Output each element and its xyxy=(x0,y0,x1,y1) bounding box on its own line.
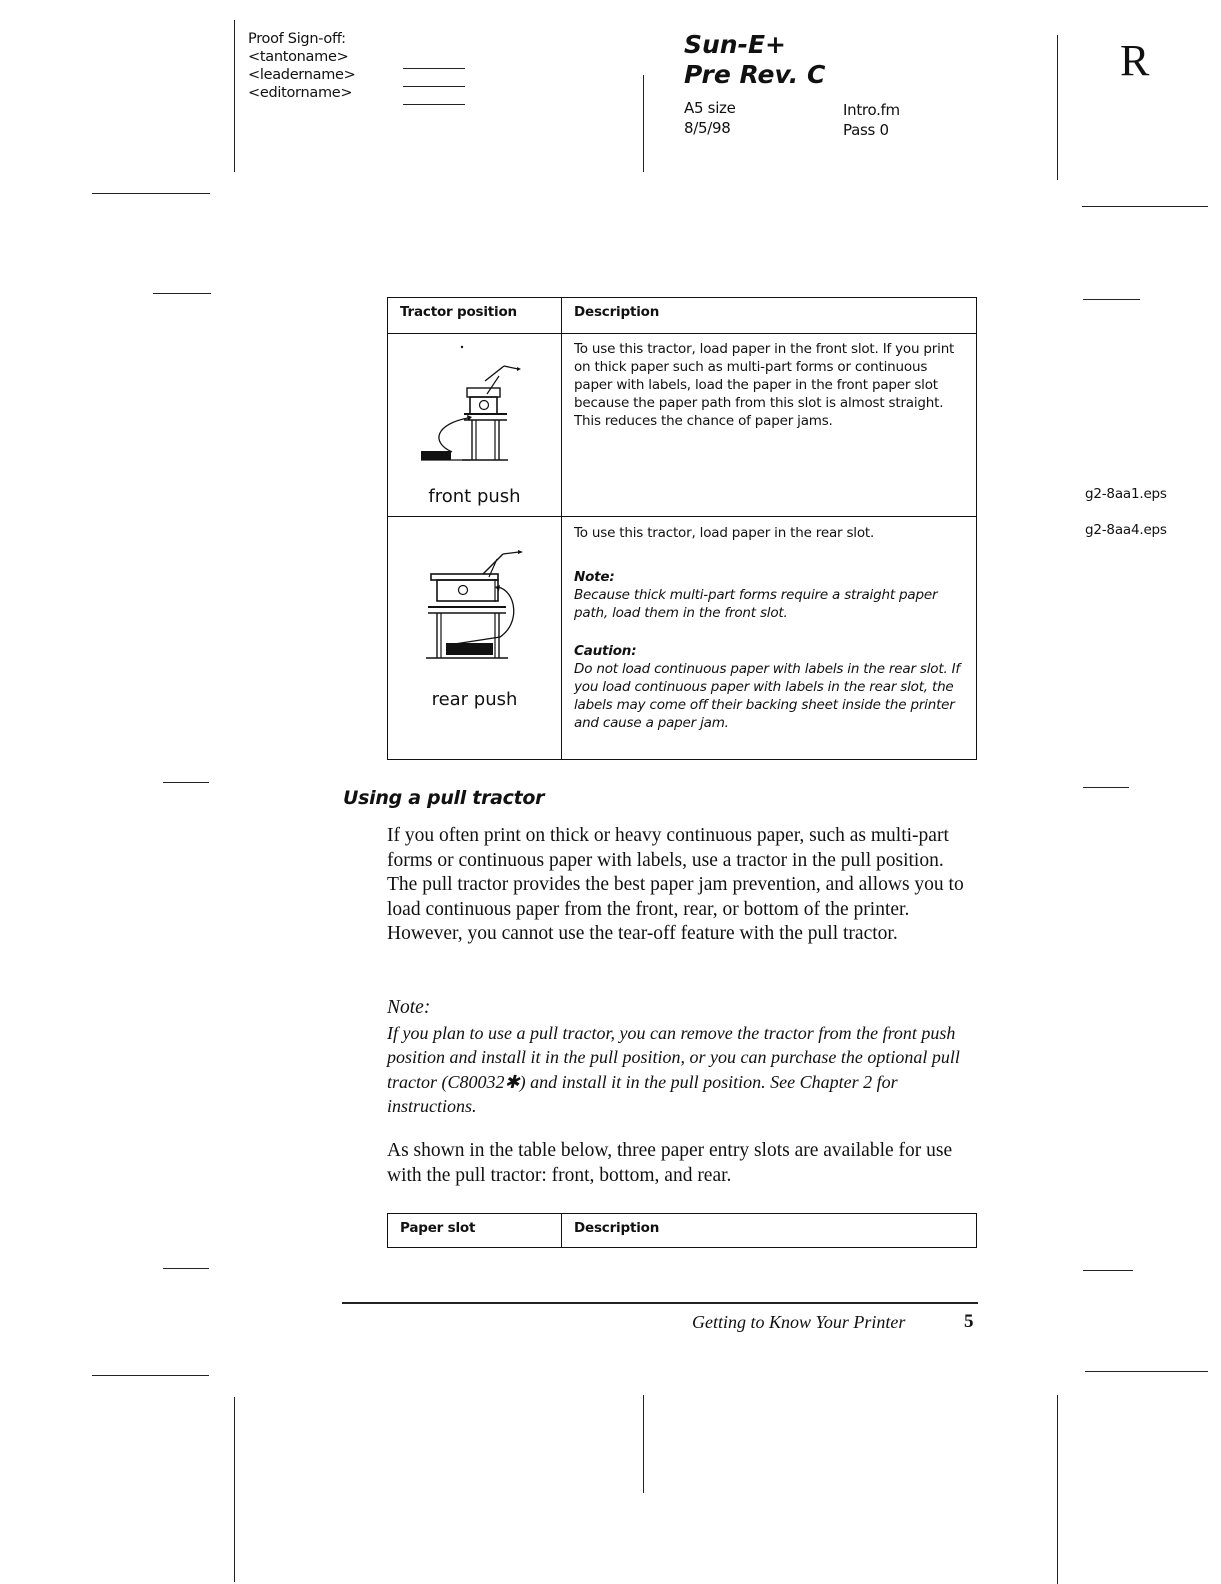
body-paragraph xyxy=(387,824,977,947)
crop-line xyxy=(1082,206,1208,207)
crop-line xyxy=(1057,35,1058,180)
crop-line xyxy=(92,193,210,194)
footer-title: Getting to Know Your Printer xyxy=(692,1312,906,1332)
note-text: If you plan to use a pull tractor, you can remove the tractor from the front push position and install it in the pull position, or you can purchase the optional pull tractor (C80032✱) and install it in the pull position. See Chapter 2 for instructions. xyxy=(387,1022,960,1116)
position-label-front: front push xyxy=(428,486,521,507)
proof-name-leader: <leadername> xyxy=(248,67,356,83)
crop-line xyxy=(92,1375,209,1376)
signature-line xyxy=(403,104,465,105)
caution-text: Do not load continuous paper with labels in the rear slot. If you load continuous paper with labels in the rear slot, the labels may come off their backing sheet inside the printer and cause a paper jam. xyxy=(574,661,960,731)
model-line1: Sun-E+ xyxy=(684,30,787,59)
meta-pass: Pass 0 xyxy=(843,121,889,139)
crop-line xyxy=(234,20,235,172)
description-text: To use this tractor, load paper in the front slot. If you print on thick paper such as multi-part forms or continuous paper with labels, load the paper in the front paper slot because the paper path from this slot is almost straight. This reduces the chance of paper jams. xyxy=(574,341,955,429)
table-header-position: Tractor position xyxy=(388,298,562,334)
description-text: To use this tractor, load paper in the rear slot. xyxy=(574,525,875,541)
rear-push-illustration xyxy=(388,519,548,659)
front-push-illustration xyxy=(388,336,548,461)
position-label-rear: rear push xyxy=(431,689,518,710)
crop-line xyxy=(234,1397,235,1582)
table-row xyxy=(388,334,977,517)
description-cell xyxy=(562,517,977,760)
tractor-table xyxy=(387,297,977,760)
note-label: Note: xyxy=(574,569,615,585)
footer-rule xyxy=(342,1302,978,1304)
caution-label: Caution: xyxy=(574,643,637,659)
body-paragraph xyxy=(387,1139,977,1188)
table-header-paper-slot: Paper slot xyxy=(388,1214,562,1248)
crop-line xyxy=(1057,1395,1058,1584)
proof-title: Proof Sign-off: xyxy=(248,31,346,47)
note-block xyxy=(387,996,977,1119)
page-number: 5 xyxy=(964,1311,974,1332)
signature-line xyxy=(403,86,465,87)
proof-name-tanto: <tantoname> xyxy=(248,49,349,65)
paragraph-text: If you often print on thick or heavy continuous paper, such as multi-part forms or continuous paper with labels, use a tractor in the pull position. The pull tractor provides the best paper jam prevention, and allows you to load continuous paper from the front, rear, or bottom of the printer. However, you cannot use the tear-off feature with the pull tractor. xyxy=(387,825,964,944)
crop-line xyxy=(1085,1371,1208,1372)
description-cell xyxy=(562,334,977,517)
table-row xyxy=(388,517,977,760)
registration-mark: R xyxy=(1120,36,1150,85)
paragraph-text: As shown in the table below, three paper entry slots are available for use with the pull tractor: front, bottom, and rear. xyxy=(387,1140,953,1186)
crop-line xyxy=(163,1268,209,1269)
table-header-description: Description xyxy=(562,1214,977,1248)
model-title xyxy=(684,30,825,90)
side-file-label: g2-8aa4.eps xyxy=(1085,522,1167,538)
side-file-label: g2-8aa1.eps xyxy=(1085,486,1167,502)
proof-signoff xyxy=(248,30,356,102)
section-heading: Using a pull tractor xyxy=(343,787,545,809)
crop-line xyxy=(643,1395,644,1493)
table-header-description: Description xyxy=(562,298,977,334)
note-text: Because thick multi-part forms require a straight paper path, load them in the front slot. xyxy=(574,587,938,621)
proof-name-editor: <editorname> xyxy=(248,85,353,101)
crop-line xyxy=(1083,787,1129,788)
crop-line xyxy=(1083,1270,1133,1271)
meta-size: A5 size xyxy=(684,99,736,117)
meta-file: Intro.fm xyxy=(843,101,900,119)
position-cell xyxy=(388,334,562,517)
note-title: Note: xyxy=(387,997,431,1018)
paper-slot-table xyxy=(387,1213,977,1248)
crop-line xyxy=(643,75,644,172)
crop-line xyxy=(1083,299,1140,300)
meta-date: 8/5/98 xyxy=(684,119,731,137)
crop-line xyxy=(153,293,211,294)
model-line2: Pre Rev. C xyxy=(684,60,826,89)
crop-line xyxy=(163,782,209,783)
position-cell xyxy=(388,517,562,760)
signature-line xyxy=(403,68,465,69)
